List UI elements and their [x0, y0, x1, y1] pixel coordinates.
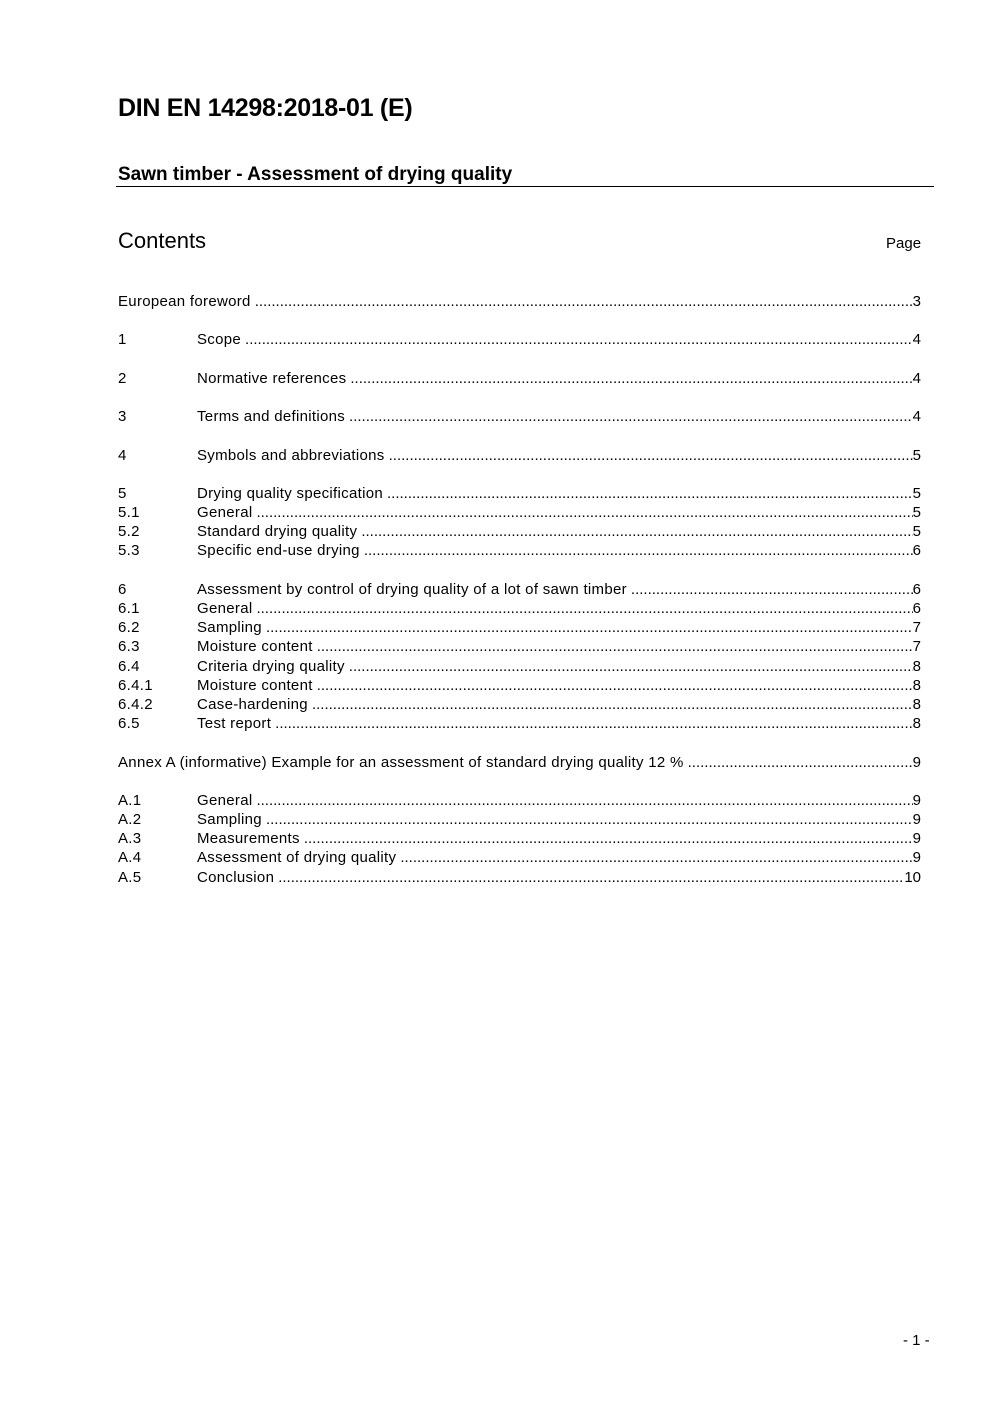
toc-entry-page: 8 [912, 676, 921, 694]
toc-dot-leader [266, 810, 913, 829]
toc-entry-a-5[interactable] [118, 868, 921, 887]
toc-entry-a-2[interactable] [118, 810, 921, 829]
toc-dot-leader [350, 369, 912, 388]
toc-entry-title: Normative references [197, 369, 347, 387]
toc-dot-leader [387, 484, 913, 503]
toc-entry-page: 8 [912, 715, 921, 733]
toc-entry-title: Moisture content [197, 676, 313, 694]
toc-dot-leader [266, 618, 913, 637]
toc-dot-leader [256, 503, 912, 522]
toc-entry-6[interactable] [118, 580, 921, 599]
toc-entry-page: 3 [912, 293, 921, 310]
toc-entry-page: 7 [912, 619, 921, 637]
toc-entry-5-1[interactable] [118, 503, 921, 522]
toc-entry-5-3[interactable] [118, 541, 921, 560]
toc-dot-leader [255, 292, 913, 311]
toc-entry-number: A.5 [118, 868, 142, 886]
toc-entry-annex-a[interactable] [118, 753, 921, 772]
toc-dot-leader [364, 541, 913, 560]
toc-entry-page: 9 [912, 811, 921, 829]
toc-entry-title: Conclusion [197, 868, 275, 886]
toc-entry-page: 6 [912, 542, 921, 560]
title-rule [116, 186, 934, 187]
toc-dot-leader [312, 695, 913, 714]
toc-entry-number: A.1 [118, 791, 142, 809]
toc-entry-number: 2 [118, 369, 127, 387]
toc-entry-title: Test report [197, 715, 272, 733]
toc-entry-title: Specific end-use drying [197, 542, 360, 560]
toc-entry-number: 6.2 [118, 619, 140, 637]
toc-entry-2[interactable] [118, 369, 921, 388]
toc-entry-page: 5 [912, 504, 921, 522]
toc-entry-number: A.3 [118, 830, 142, 848]
document-id: DIN EN 14298:2018-01 (E) [118, 94, 413, 122]
toc-entry-title: European foreword [118, 293, 251, 310]
toc-entry-a-1[interactable] [118, 791, 921, 810]
toc-entry-title: Annex A (informative) Example for an assessment of standard drying quality 12 % [118, 753, 684, 771]
toc-entry-page: 5 [912, 523, 921, 541]
toc-entry-number: 5 [118, 484, 127, 502]
toc-entry-page: 9 [912, 791, 921, 809]
toc-entry-6-4-2[interactable] [118, 695, 921, 714]
toc-entry-number: 6.5 [118, 715, 140, 733]
toc-entry-number: 5.2 [118, 523, 140, 541]
toc-entry-page: 7 [912, 638, 921, 656]
toc-entry-6-2[interactable] [118, 618, 921, 637]
document-subtitle: Sawn timber - Assessment of drying quality [118, 164, 513, 185]
toc-entry-european-foreword[interactable] [118, 292, 921, 311]
toc-entry-number: 5.1 [118, 504, 140, 522]
toc-entry-page: 8 [912, 657, 921, 675]
toc-entry-title: Drying quality specification [197, 484, 383, 502]
toc-entry-a-3[interactable] [118, 829, 921, 848]
toc-dot-leader [349, 407, 913, 426]
toc-entry-number: 4 [118, 446, 127, 464]
toc-entry-title: General [197, 504, 253, 522]
toc-dot-leader [256, 599, 912, 618]
toc-entry-a-4[interactable] [118, 848, 921, 867]
toc-entry-5[interactable] [118, 484, 921, 503]
toc-entry-page: 9 [912, 849, 921, 867]
toc-entry-page: 10 [904, 868, 921, 886]
toc-dot-leader [256, 791, 912, 810]
toc-dot-leader [688, 753, 913, 772]
toc-entry-title: Assessment by control of drying quality of a lot of sawn timber [197, 580, 627, 598]
toc-entry-page: 6 [912, 600, 921, 617]
toc-entry-page: 6 [912, 580, 921, 598]
toc-entry-6-4-1[interactable] [118, 676, 921, 695]
toc-entry-title: Moisture content [197, 638, 313, 656]
toc-entry-1[interactable] [118, 330, 921, 349]
toc-entry-3[interactable] [118, 407, 921, 426]
toc-entry-page: 9 [912, 830, 921, 848]
toc-entry-title: Case-hardening [197, 695, 308, 713]
toc-dot-leader [389, 446, 913, 465]
toc-dot-leader [317, 676, 913, 695]
toc-dot-leader [275, 714, 912, 733]
toc-dot-leader [631, 580, 913, 599]
toc-dot-leader [304, 829, 913, 848]
toc-entry-title: Standard drying quality [197, 523, 358, 541]
toc-dot-leader [400, 848, 912, 867]
toc-dot-leader [349, 657, 913, 676]
toc-entry-number: 6.4.1 [118, 676, 153, 694]
toc-entry-6-3[interactable] [118, 637, 921, 656]
toc-entry-title: Criteria drying quality [197, 657, 345, 675]
toc-entry-title: Symbols and abbreviations [197, 446, 385, 464]
toc-entry-title: General [197, 600, 253, 617]
toc-dot-leader [317, 637, 913, 656]
toc-entry-page: 5 [912, 446, 921, 464]
toc-entry-number: 6.3 [118, 638, 140, 656]
toc-entry-4[interactable] [118, 446, 921, 465]
toc-entry-title: Terms and definitions [197, 408, 346, 426]
toc-entry-page: 4 [912, 369, 921, 387]
toc-entry-page: 8 [912, 695, 921, 713]
toc-entry-number: 3 [118, 408, 127, 426]
toc-dot-leader [278, 868, 904, 887]
toc-entry-page: 4 [912, 408, 921, 426]
toc-entry-title: Assessment of drying quality [197, 849, 397, 867]
toc-entry-number: 6 [118, 580, 127, 598]
toc-entry-page: 9 [912, 753, 921, 771]
toc-entry-6-1[interactable] [118, 599, 921, 618]
toc-entry-title: Measurements [197, 830, 300, 848]
toc-entry-number: 1 [118, 331, 127, 349]
toc-entry-page: 4 [912, 331, 921, 349]
toc-entry-5-2[interactable] [118, 522, 921, 541]
toc-entry-title: Scope [197, 331, 242, 349]
contents-heading: Contents [118, 228, 207, 253]
toc-dot-leader [245, 330, 913, 349]
toc-entry-number: 5.3 [118, 542, 140, 560]
toc-entry-number: 6.1 [118, 600, 140, 617]
toc-entry-title: Sampling [197, 619, 262, 637]
page-column-heading: Page [886, 235, 922, 252]
toc-entry-title: General [197, 791, 253, 809]
toc-entry-6-5[interactable] [118, 714, 921, 733]
toc-entry-number: 6.4.2 [118, 695, 153, 713]
toc-entry-page: 5 [912, 484, 921, 502]
toc-entry-title: Sampling [197, 811, 262, 829]
toc-entry-number: A.4 [118, 849, 142, 867]
table-of-contents [118, 292, 921, 887]
toc-entry-6-4[interactable] [118, 657, 921, 676]
toc-entry-number: 6.4 [118, 657, 140, 675]
page-number: - 1 - [903, 1332, 930, 1349]
toc-dot-leader [361, 522, 912, 541]
toc-entry-number: A.2 [118, 811, 142, 829]
